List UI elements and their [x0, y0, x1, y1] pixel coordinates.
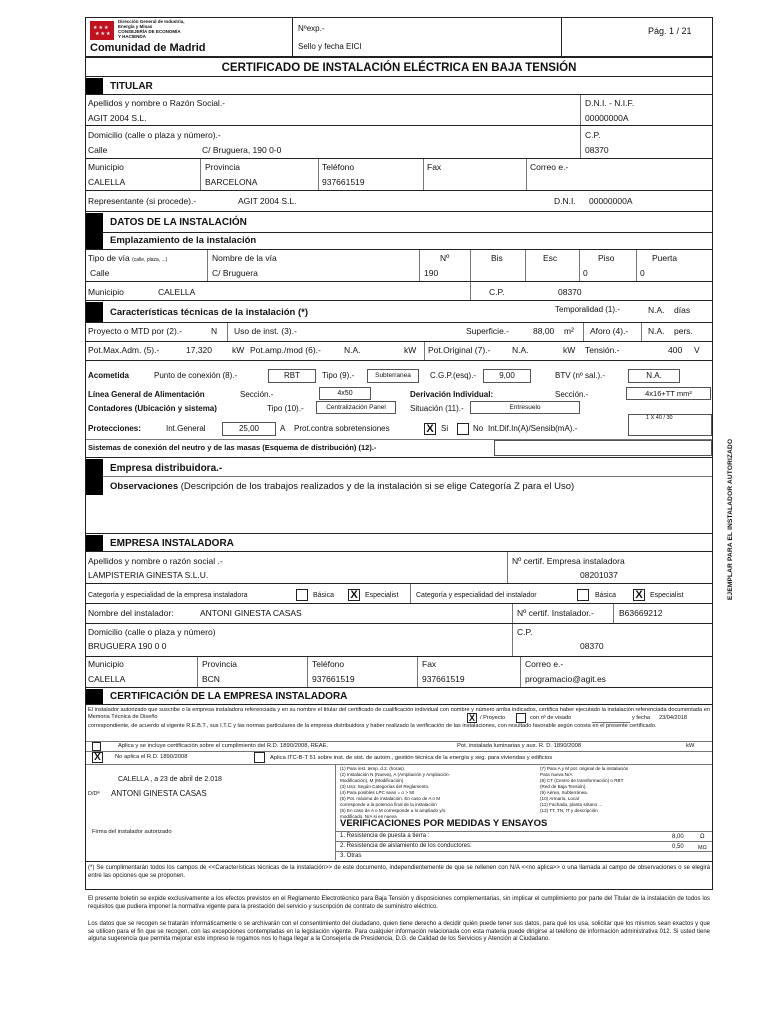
empresa-mun-label: Municipio	[88, 659, 124, 669]
proyecto-mark-label: / Proyecto	[480, 715, 506, 721]
note-4: (4) Para posibles LPC sean = o > 50	[340, 790, 415, 795]
obs-heading: Observaciones	[110, 481, 179, 492]
installer-label: Nombre del instalador:	[88, 608, 174, 618]
empresa-dom: BRUGUERA 190 0 0	[88, 641, 167, 651]
btv-field[interactable]: N.A.	[628, 369, 680, 383]
intgen-field[interactable]: 25,00	[222, 422, 276, 436]
tipo10-label: Tipo (10).-	[267, 404, 304, 413]
titular-rep-label: Representante (si procede).-	[88, 196, 197, 206]
temp-unit: días	[674, 305, 691, 315]
empresa-name: LAMPISTERIA GINESTA S.L.U.	[88, 570, 209, 580]
installer-cert: B63669212	[619, 608, 663, 618]
intdif-label: Int.Dif.In(A)/Sensib(mA).-	[488, 424, 578, 433]
empresa-mail: programacio@agit.es	[525, 674, 606, 684]
titular-dom-label: Domicilio (calle o plaza y número).-	[88, 130, 221, 140]
titular-mail-label: Correo e.-	[530, 162, 569, 172]
empresa-especialist-checkbox[interactable]: X	[348, 589, 360, 601]
btv-label: BTV (nº sal.).-	[555, 371, 606, 380]
empresa-prov-label: Provincia	[202, 659, 237, 669]
situacion-label: Situación (11).-	[410, 404, 464, 413]
legal-text-1: El presente boletín se expide exclusivamente a los efectos previstos en el Reglamento Electrotécnico para Baja Tensión y disposiciones complementarias, sin implicar el cumplimiento por parte del Titular de la instalación de todos los requisitos que pudiera imponer la normativa vigente para la prestación del servicio y suscripción de contrato de suministro eléctrico.	[88, 896, 710, 910]
titular-cp-label: C.P.	[585, 130, 601, 140]
piso-value: 0	[583, 268, 588, 278]
sistema-label: Sistemas de conexión del neutro y de las masas (Esquema de distribución) (12).-	[88, 443, 377, 452]
empresa-name-label: Apellidos y nombre o razón social .-	[88, 556, 223, 566]
titular-rep: AGIT 2004 S.L.	[238, 196, 297, 206]
signer-name: ANTONI GINESTA CASAS	[111, 789, 207, 798]
tipo10-field[interactable]: Centralización Panel	[316, 401, 396, 414]
place-date: CALELLA , a 23 de abril de 2.018	[118, 776, 222, 783]
di-label: Derivación Individual:	[410, 390, 494, 399]
itc51-label: Aplica ITC-B-T 51 sobre inst. de sist. de autom., gestión técnica de la energía y seg. para viviendas y edificios	[270, 755, 553, 761]
empresa-cat-label: Categoría y especialidad de la empresa instaladora	[88, 592, 248, 599]
titular-street: C/ Bruguera, 190 0-0	[202, 145, 282, 155]
logo-line-2: Energía y Minas	[118, 24, 153, 29]
note-5: (5) Pot. máxima de instalación. En caso de A o M	[340, 796, 441, 801]
note-1: (1) Para inst. temp. d.2. (horas).	[340, 766, 406, 771]
intgen-unit: A	[280, 424, 286, 433]
superficie-label: Superficie.-	[466, 326, 509, 336]
puerta-label: Puerta	[652, 253, 678, 263]
di-seccion-field[interactable]: 4x16+TT mm²	[626, 387, 711, 400]
titular-rep-dni: 00000000A	[589, 196, 633, 206]
titular-tel: 937661519	[322, 177, 365, 187]
footnote: (*) Se cumplimentarán todos los campos de <<Características técnicas de la instalación>> de este documento, independientemente de que se rellenen con N/A <<no aplica>> o una llamada al campo de observaciones o se elegirá entre las opciones que se proponen.	[88, 865, 710, 879]
legal-text-2: Los datos que se recogen se tratarán informáticamente o se archivarán con el consentimiento del ciudadano, quien tiene derecho a decidir quién puede tener sus datos, para qué los usa, solicitar que los mismos sean exactos y que se utilicen para el fin que se recogen, con las excepciones contempladas en la legislación vigente. Para cualquier información relacionada con esta materia puede dirigirse al teléfono de información administrativa 012. Si usted tiene alguna sugerencia que permita mejorar este impreso le rogamos nos lo haga llegar a la Consejería de Presidencia, D.G. de Calidad de los Servicios y Atención al Ciudadano.	[88, 921, 710, 942]
via-value: Calle	[90, 268, 110, 278]
no-aplica-rd-label: No aplica el R.D. 1890/2008	[115, 754, 188, 760]
inst-mun: CALELLA	[158, 287, 196, 297]
sello-label: Sello y fecha EICI	[298, 42, 362, 51]
cgp-label: C.G.P.(esq).-	[430, 371, 477, 380]
intgen-label: Int.General	[166, 424, 206, 433]
verif-2-value: 0,50	[672, 844, 684, 850]
empresa-cert: 08201037	[580, 570, 618, 580]
side-text: EJEMPLAR PARA EL INSTALADOR AUTORIZADO	[727, 438, 734, 600]
aforo-unit: pers.	[674, 326, 693, 336]
empresa-cp-label: C.P.	[517, 627, 533, 637]
empresa-fax-label: Fax	[422, 659, 437, 669]
superficie-unit: m²	[564, 326, 574, 336]
titular-prov-label: Provincia	[205, 162, 240, 172]
potorig-value: N.A.	[512, 345, 529, 355]
puerta-value: 0	[640, 268, 645, 278]
prot-label: Protecciones:	[88, 424, 141, 433]
distrib-heading: Empresa distribuidora.-	[110, 463, 223, 474]
verif-heading: VERIFICACIONES POR MEDIDAS Y ENSAYOS	[340, 818, 548, 829]
titular-name: AGIT 2004 S.L.	[88, 113, 147, 123]
pconexion-label: Punto de conexión (8).-	[154, 371, 238, 380]
temp-label: Temporalidad (1).-	[555, 305, 620, 314]
via-hint: (calle, plaza, ...)	[132, 257, 168, 263]
logo-line-4: Y HACIENDA	[118, 34, 146, 39]
note-7b: Para nueva N/A	[540, 772, 573, 777]
instalacion-heading: DATOS DE LA INSTALACIÓN	[110, 217, 247, 228]
note-6: (6) En caso de A o M corresponde a lo ampliado y/o	[340, 808, 446, 813]
acometida-label: Acometida	[88, 371, 129, 380]
note-12: (12) TT, TN, IT y descripción	[540, 808, 598, 813]
titular-dni-label: D.N.I. - N.I.F.	[585, 98, 635, 108]
lga-seccion-label: Sección.-	[240, 390, 274, 399]
inst-mun-label: Municipio	[88, 287, 124, 297]
empresa-fax: 937661519	[422, 674, 465, 684]
signer-prefix: D/Dª	[88, 791, 100, 797]
sobret-si-label: Si	[441, 424, 449, 433]
note-8: (8) CT (Centro de transformación) o RBT	[540, 778, 624, 783]
via-label: Tipo de vía (calle, plaza, ...)	[88, 253, 168, 263]
region-name: Comunidad de Madrid	[90, 42, 206, 54]
titular-name-label: Apellidos y nombre o Razón Social.-	[88, 98, 226, 108]
potamp-value: N.A.	[344, 345, 361, 355]
verif-1-label: 1. Resistencia de puesta a tierra :	[340, 833, 430, 839]
note-3: (3) Uso: Según Categorías del Reglamento.	[340, 784, 430, 789]
form-outer-border	[85, 17, 713, 890]
potmax-label: Pot.Max.Adm. (5).-	[88, 345, 160, 355]
empresa-heading: EMPRESA INSTALADORA	[110, 538, 234, 549]
madrid-logo: ★★★ ★★★	[90, 21, 114, 40]
verif-1-unit: Ω	[700, 834, 705, 840]
potorig-unit: kW	[563, 345, 576, 355]
no-aplica-rd-checkbox[interactable]: X	[92, 752, 103, 763]
logo-line-3: CONSEJERÍA DE ECONOMÍA	[118, 29, 181, 34]
mtd-checkbox[interactable]: X	[468, 713, 475, 723]
cert-text-2: correspondiente, de acuerdo al vigente R.E.B.T., sus I.T.C y las normas particulares de la empresa distribuidora y haber realizado la verificación de las instalaciones, con resultado favorable según consta en el presente certificado.	[88, 723, 657, 729]
empresa-mun: CALELLA	[88, 674, 126, 684]
empresa-tel-label: Teléfono	[312, 659, 345, 669]
tec-heading: Características técnicas de la instalación (*)	[110, 307, 309, 318]
empresa-cert-label: Nº certif. Empresa instaladora	[512, 556, 625, 566]
uso-label: Uso de inst. (3).-	[234, 326, 297, 336]
pconexion-field[interactable]: RBT	[268, 369, 316, 383]
nombre-via-label: Nombre de la vía	[212, 253, 277, 263]
note-11: (11) Fachada, planta sótano ...	[540, 802, 603, 807]
empresa-especialist-label: Especialist	[365, 592, 399, 599]
note-5b: corresponde a la potencia final de la instalación	[340, 802, 437, 807]
temp-value: N.A.	[648, 305, 665, 315]
cgp-field[interactable]: 9,00	[483, 369, 531, 383]
potmax-value: 17,320	[186, 345, 212, 355]
cert-fecha: 23/04/2018	[659, 715, 687, 721]
tension-label: Tensión.-	[585, 345, 620, 355]
installer-cert-label: Nº certif. Instalador.-	[517, 608, 594, 618]
titular-mun: CALELLA	[88, 177, 126, 187]
tipo9-field[interactable]: Subterranea	[367, 369, 419, 383]
bis-label: Bis	[491, 253, 503, 263]
empresa-dom-label: Domicilio (calle o plaza y número)	[88, 627, 216, 637]
installer-name: ANTONI GINESTA CASAS	[200, 608, 302, 618]
verif-2-unit: MΩ	[698, 845, 707, 851]
empresa-basica-label: Básica	[313, 592, 335, 599]
page-number: Pág. 1 / 21	[648, 26, 692, 36]
luminarias-label: Pot. instalada luminarias y aux. R. D. 1890/2008	[457, 743, 582, 749]
visado-label: con nº de visado	[530, 715, 572, 721]
num-label: Nº	[440, 253, 450, 263]
num-value: 190	[424, 268, 439, 278]
intdif-value: 1 X 40 / 30	[646, 415, 673, 421]
logo-line-1: Dirección General de Industria,	[118, 19, 185, 24]
obs-hint: (Descripción de los trabajos realizados y de la instalación si se elige Categoría Z para el Uso)	[180, 481, 575, 492]
titular-rep-dni-label: D.N.I.	[554, 196, 576, 206]
document-title: CERTIFICADO DE INSTALACIÓN ELÉCTRICA EN BAJA TENSIÓN	[221, 62, 577, 74]
empresa-tel: 937661519	[312, 674, 355, 684]
note-8b: (Red de Baja Tensión).	[540, 784, 587, 789]
inst-cp-label: C.P.	[489, 287, 505, 297]
potorig-label: Pot.Original (7).-	[428, 345, 491, 355]
aforo-value: N.A.	[648, 326, 665, 336]
situacion-field[interactable]: Entresuelo	[470, 401, 580, 414]
note-6b: modificado. N/A si es nueva	[340, 814, 397, 818]
titular-dni: 00000000A	[585, 113, 629, 123]
inst-especialist-checkbox[interactable]: X	[633, 589, 645, 601]
emplazamiento-heading: Emplazamiento de la instalación	[110, 235, 257, 246]
verif-2-label: 2. Resistencia de aislamiento de los conductores:	[340, 843, 472, 849]
sobret-no-label: No	[473, 424, 484, 433]
verif-3-label: 3. Otras	[340, 853, 362, 859]
sobret-si-checkbox[interactable]: X	[424, 423, 436, 435]
tension-value: 400	[668, 345, 683, 355]
sobret-label: Prot.contra sobretensiones	[294, 424, 390, 433]
nombre-via-value: C/ Bruguera	[212, 268, 258, 278]
lga-label: Línea General de Alimentación	[88, 390, 205, 399]
inst-cp: 08370	[558, 287, 582, 297]
note-7: (7) Para A y M pot. original de la instalación	[540, 766, 629, 771]
note-10: (10) Armario, Local	[540, 796, 579, 801]
contadores-label: Contadores (Ubicación y sistema)	[88, 404, 217, 413]
note-2: (2) Instalación N (Nueva), A (Ampliación y Ampliación-	[340, 772, 451, 777]
fecha-label: y fecha	[632, 715, 651, 721]
aforo-label: Aforo (4).-	[590, 326, 629, 336]
titular-tel-label: Teléfono	[322, 162, 355, 172]
empresa-mail-label: Correo e.-	[525, 659, 564, 669]
potamp-unit: kW	[404, 345, 417, 355]
firma-label: Firma del instalador autorizado	[92, 829, 172, 835]
titular-cp: 08370	[585, 145, 609, 155]
titular-mun-label: Municipio	[88, 162, 124, 172]
potmax-unit: kW	[232, 345, 245, 355]
superficie-value: 88,00	[533, 326, 555, 336]
esc-label: Esc	[543, 253, 558, 263]
titular-prov: BARCELONA	[205, 177, 258, 187]
exp-label: Nºexp.-	[298, 24, 325, 33]
luminarias-unit: kW	[686, 743, 695, 749]
inst-cat-label: Categoría y especialidad del instalador	[416, 592, 537, 599]
titular-fax-label: Fax	[427, 162, 442, 172]
proyecto-label: Proyecto o MTD por (2).-	[88, 326, 182, 336]
cert-text-1: El instalador autorizado que suscribe o la empresa instaladora referenciada y en su nombre el titular del certificado de cualificación individual con nombre y número arriba indicados, certifica haber ejecutado la instalación referenciada documentada en Memoria Técnica de Diseño	[88, 707, 710, 720]
lga-seccion-field[interactable]: 4x50	[319, 387, 371, 400]
proyecto-value: N	[211, 326, 218, 336]
aplica-rd-label: Aplica y se incluye certificación sobre el cumplimiento del R.D. 1890/2008, REAE.	[118, 743, 329, 749]
tipo9-label: Tipo (9).-	[322, 371, 355, 380]
titular-street-type: Calle	[88, 145, 108, 155]
verif-1-value: 8,00	[672, 834, 684, 840]
inst-especialist-label: Especialist	[650, 592, 684, 599]
inst-basica-label: Básica	[595, 592, 617, 599]
tension-unit: V	[694, 345, 700, 355]
note-9: (9) Aérea, Subterránea.	[540, 790, 589, 795]
cert-heading: CERTIFICACIÓN DE LA EMPRESA INSTALADORA	[110, 691, 348, 702]
potamp-label: Pot.amp./mod (6).-	[250, 345, 321, 355]
di-seccion-label: Sección.-	[555, 390, 589, 399]
note-2b: Modificación), M (Modificación)	[340, 778, 404, 783]
piso-label: Piso	[598, 253, 615, 263]
empresa-cp: 08370	[580, 641, 604, 651]
titular-heading: TITULAR	[110, 81, 153, 92]
empresa-prov: BCN	[202, 674, 220, 684]
